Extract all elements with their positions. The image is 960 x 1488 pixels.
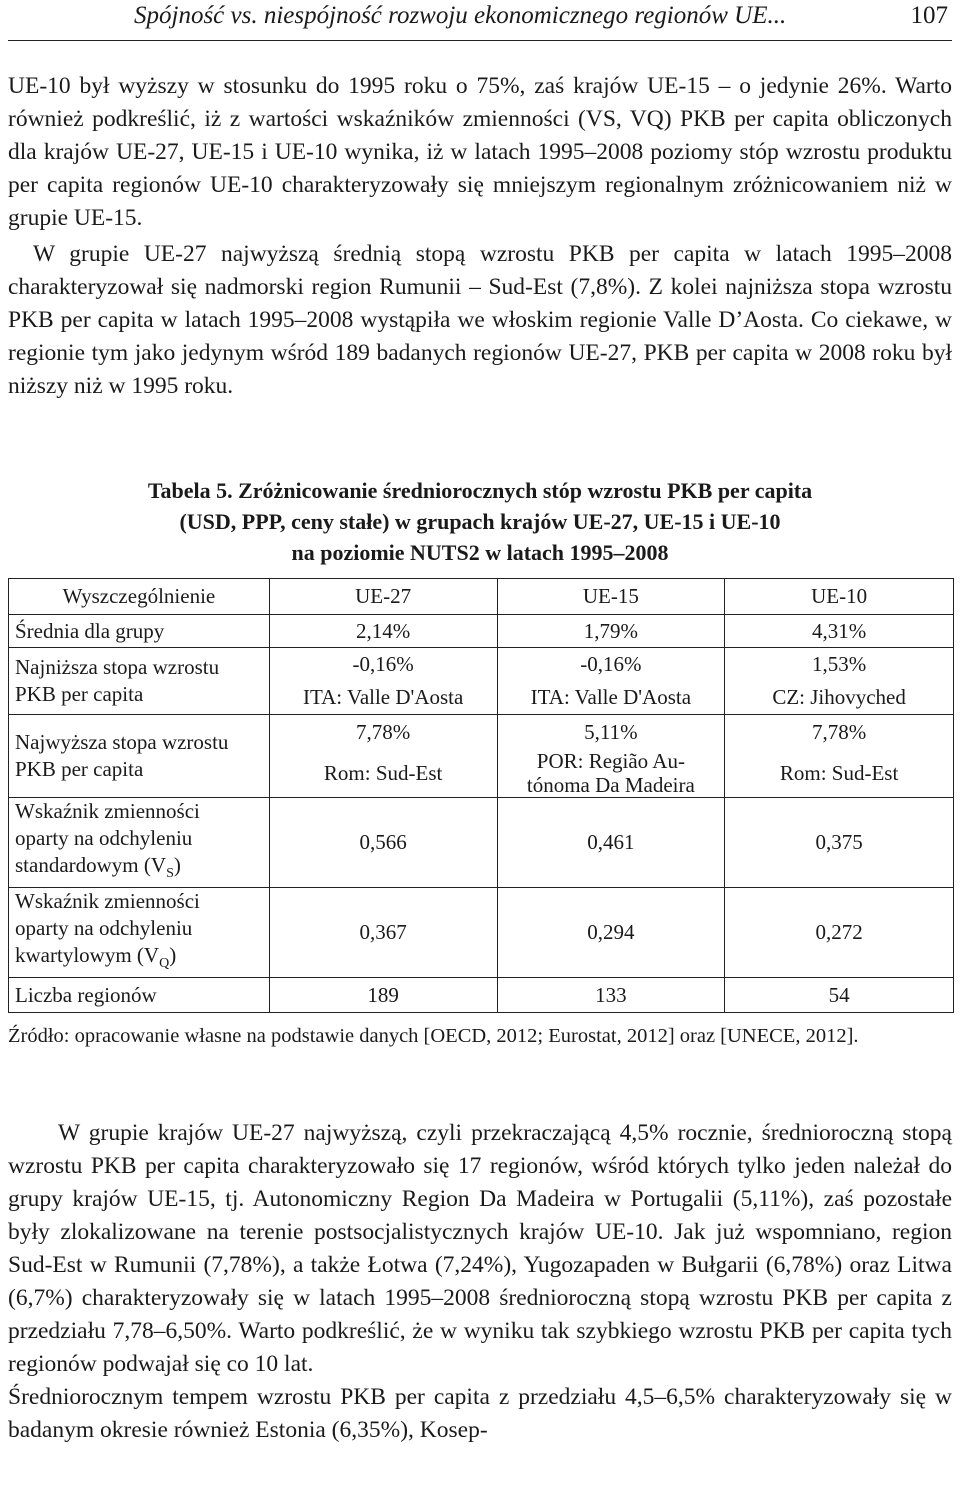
running-header — [8, 0, 952, 41]
row-label-line: Najniższa stopa wzrostu — [15, 655, 220, 679]
row-label-line — [15, 852, 263, 887]
paragraph-3 — [8, 1117, 952, 1447]
caption-line-3: na poziomie NUTS2 w latach 1995–2008 — [291, 540, 669, 565]
table-cell — [497, 749, 725, 798]
table-cell: 133 — [497, 978, 725, 1013]
table-header-row — [9, 579, 954, 615]
header-cell: UE-15 — [497, 579, 725, 615]
table-cell: 4,31% — [725, 615, 954, 648]
table-cell: 0,294 — [497, 888, 725, 978]
table-row-min-rate — [9, 648, 954, 682]
table-cell: 1,79% — [497, 615, 725, 648]
table-cell: 5,11% — [497, 715, 725, 750]
row-label-line: oparty na odchyleniu — [15, 916, 193, 941]
table-cell: 0,461 — [497, 798, 725, 888]
table-source-note: Źródło: opracowanie własne na podstawie danych [OECD, 2012; Eurostat, 2012] oraz [UNECE, 2012]. — [8, 1025, 859, 1047]
row-label-line: Wskaźnik zmienności — [15, 889, 200, 914]
caption-line-1: Tabela 5. Zróżnicowanie średniorocznych stóp wzrostu PKB per capita — [147, 478, 813, 503]
running-title: Spójność vs. niespójność rozwoju ekonomicznego regionów UE... — [134, 2, 787, 29]
row-label: Średnia dla grupy — [9, 615, 270, 648]
page-number: 107 — [910, 2, 948, 29]
table-cell: 2,14% — [269, 615, 497, 648]
table-cell: CZ: Jihovyched — [725, 681, 954, 715]
table-caption — [8, 475, 952, 568]
cell-line: tónoma Da Madeira — [526, 773, 695, 797]
row-label-line: oparty na odchyleniu — [15, 826, 193, 850]
table-cell: 7,78% — [725, 715, 954, 750]
table-cell: 189 — [269, 978, 497, 1013]
header-cell: UE-27 — [269, 579, 497, 615]
table-cell: 0,367 — [269, 888, 497, 978]
cell-line: POR: Região Au- — [536, 749, 685, 773]
growth-rate-table — [8, 578, 954, 1013]
table-cell: Rom: Sud-Est — [725, 749, 954, 798]
row-label — [9, 798, 270, 888]
table-row-vq — [9, 888, 954, 978]
label-subscript: S — [166, 866, 174, 882]
label-text: standardowym (V — [15, 853, 167, 877]
row-label-line — [15, 942, 263, 977]
table-cell: 1,53% — [725, 648, 954, 682]
label-subscript: Q — [159, 956, 170, 972]
table-row-vs — [9, 798, 954, 888]
table-cell: -0,16% — [269, 648, 497, 682]
table-cell: ITA: Valle D'Aosta — [269, 681, 497, 715]
paragraph-2: W grupie UE-27 najwyższą średnią stopą wzrostu PKB per capita w latach 1995–2008 charakteryzował się nadmorski region Rumunii – Sud-Est (7,8%). Z kolei najniższa stopa wzrostu PKB per capita w latach 1995–2008 wystąpiła we włoskim regionie Valle D’Aosta. Co ciekawe, w regionie tym jako jedynym wśród 189 badanych regionów UE-27, PKB per capita w 2008 roku był niższy niż w 1995 roku. — [8, 241, 952, 399]
row-label — [9, 715, 270, 798]
table-cell: 54 — [725, 978, 954, 1013]
table-cell: Rom: Sud-Est — [269, 749, 497, 798]
row-label: Liczba regionów — [9, 978, 270, 1013]
row-label-line: Najwyższa stopa wzrostu — [15, 730, 229, 754]
caption-line-2: (USD, PPP, ceny stałe) w grupach krajów UE-27, UE-15 i UE-10 — [179, 509, 781, 534]
label-text: ) — [173, 853, 181, 877]
row-label — [9, 888, 270, 978]
paragraph-3-text: W grupie krajów UE-27 najwyższą, czyli przekraczającą 4,5% rocznie, średnioroczną stopą wzrostu PKB per capita charakteryzowało się 17 regionów, wśród których tylko jeden należał do grupy krajów UE-15, tj. Autonomiczny Region Da Madeira w Portugalii (5,11%), zaś pozostałe były zlokalizowane na terenie postsocjalistycznych krajów UE-10. Jak już wspomniano, region Sud-Est w Rumunii (7,78%), a także Łotwa (7,24%), Yugozapaden w Bułgarii (6,78%) oraz Litwa (6,7%) charakteryzowały się w latach 1995–2008 średnioroczną stopą wzrostu PKB per capita z przedziału 7,78–6,50%. Warto podkreślić, że w wyniku tak szybkiego wzrostu PKB per capita tych regionów podwajał się co 10 lat. — [8, 1120, 952, 1377]
row-label-line: Wskaźnik zmienności — [15, 799, 200, 823]
paragraph-1: UE-10 był wyższy w stosunku do 1995 roku o 75%, zaś krajów UE-15 – o jedynie 26%. Warto również podkreślić, iż z wartości wskaźników zmienności (VS, VQ) PKB per capita obliczonych dla krajów UE-27, UE-15 i UE-10 wynika, iż w latach 1995–2008 poziomy stóp wzrostu produktu per capita regionów UE-10 charakteryzowały się mniejszym regionalnym zróżnicowaniem niż w grupie UE-15. — [8, 73, 952, 231]
table-cell: 0,272 — [725, 888, 954, 978]
row-label — [9, 648, 270, 715]
table-cell: 0,566 — [269, 798, 497, 888]
table-cell: ITA: Valle D'Aosta — [497, 681, 725, 715]
header-cell: UE-10 — [725, 579, 954, 615]
row-label-line: PKB per capita — [15, 757, 144, 781]
row-label-line: PKB per capita — [15, 682, 144, 706]
table-row-max-rate — [9, 715, 954, 750]
table-cell: 0,375 — [725, 798, 954, 888]
table-cell: -0,16% — [497, 648, 725, 682]
table-row-count — [9, 978, 954, 1013]
table-cell: 7,78% — [269, 715, 497, 750]
table-row-mean — [9, 615, 954, 648]
paragraph-4-text: Średniorocznym tempem wzrostu PKB per capita z przedziału 4,5–6,5% charakteryzowały się w badanym okresie również Estonia (6,35%), Kosep- — [8, 1384, 952, 1443]
label-text: kwartylowym (V — [15, 943, 160, 968]
header-cell: Wyszczególnienie — [9, 579, 270, 615]
label-text: ) — [169, 943, 177, 968]
